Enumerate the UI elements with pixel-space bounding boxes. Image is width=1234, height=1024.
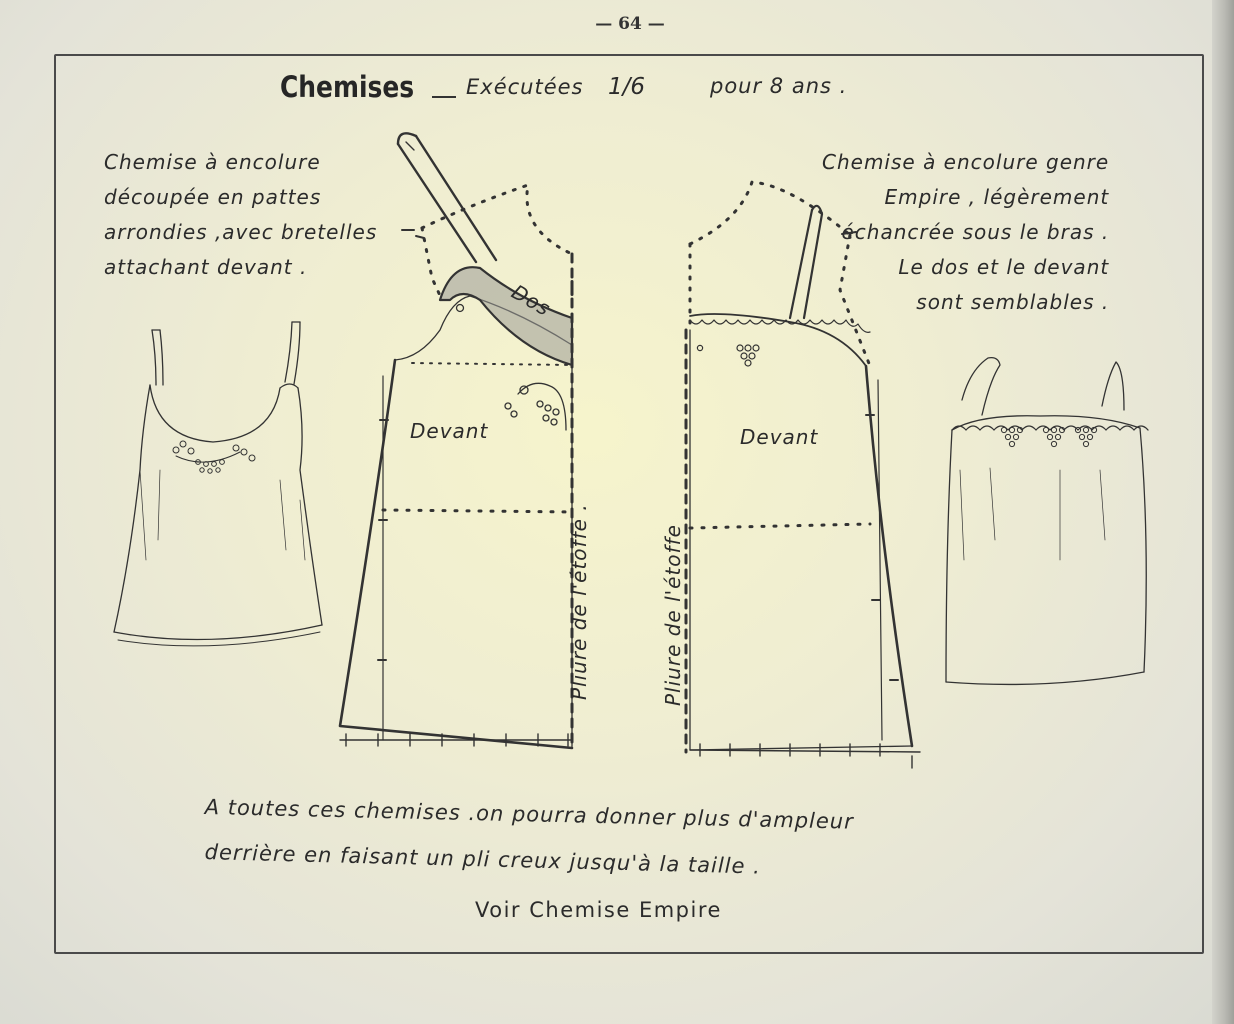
right-chemise-description: Chemise à encolure genre Empire , légèrement échancrée sous le bras . Le dos et le devant sont semblables . (822, 150, 1110, 314)
page-number: — 64 — (595, 14, 665, 34)
right-pattern-dotted-neckline (690, 182, 870, 366)
right-pattern-tick-marks (690, 415, 920, 768)
footer-note-line-1: A toutes ces chemises .on pourra donner plus d'ampleur (204, 795, 855, 834)
left-pattern-back-label: Dos (507, 279, 556, 321)
right-sketch-embroidery (1001, 427, 1096, 446)
left-pattern-back-yoke (440, 267, 572, 365)
right-chemise-sketch (946, 358, 1148, 685)
left-pattern-strap (398, 133, 496, 262)
footer-note-line-2: derrière en faisant un pli creux jusqu'à la taille . (204, 840, 762, 879)
left-pattern-tick-marks (340, 420, 572, 746)
left-pattern-front (340, 296, 572, 748)
left-chemise-sketch (114, 322, 322, 646)
right-pattern-front (690, 314, 912, 750)
right-pattern-front-label: Devant (740, 425, 819, 449)
plate-subtitle: Exécutées (466, 75, 584, 99)
left-description-leader (402, 230, 424, 238)
right-pattern-strap (790, 206, 822, 318)
left-sketch-embroidery (173, 441, 255, 473)
left-chemise-description: Chemise à encolure découpée en pattes arrondies ,avec bretelles attachant devant . (104, 150, 378, 279)
right-pattern-fold-label: Pliure de l'étoffe (661, 524, 685, 706)
footer-reference: Voir Chemise Empire (475, 898, 722, 922)
right-description-leader (842, 232, 856, 234)
plate-scale: 1/6 (608, 74, 646, 100)
left-pattern-fold-label: Pliure de l'étoffe . (567, 503, 591, 700)
plate-title: Chemises (280, 70, 415, 104)
left-pattern-front-label: Devant (410, 419, 489, 443)
plate-age: pour 8 ans . (710, 74, 848, 98)
